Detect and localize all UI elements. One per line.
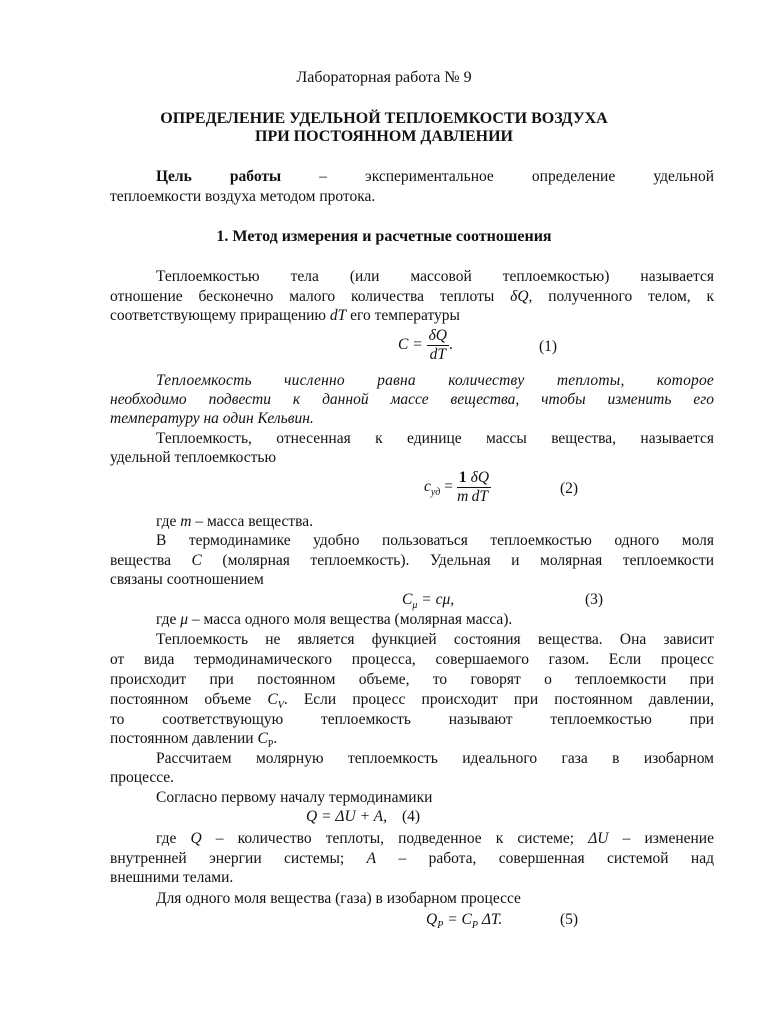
- equation-3-number: (3): [585, 591, 604, 608]
- equation-4-number: (4): [402, 808, 421, 825]
- p9-line1: где Q – количество теплоты, подведенное к системе; ΔU – изменение: [156, 830, 714, 847]
- p2-line1: Теплоемкость, отнесенная к единице массы вещества, называется: [156, 430, 714, 447]
- p6-line4: постоянном объеме $C_V$. Если процесс происходит при постоянном давлении,: [110, 691, 714, 712]
- main-title-line1: ОПРЕДЕЛЕНИЕ УДЕЛЬНОЙ ТЕПЛОЕМКОСТИ ВОЗДУХА: [160, 110, 608, 127]
- equation-5: $Q_P = C_P$ ΔT.: [426, 911, 503, 932]
- p10-line: Для одного моля вещества (газа) в изобарном процессе: [156, 890, 521, 907]
- p7-line2: процессе.: [110, 769, 175, 786]
- definition-italic-line1: Теплоемкость численно равна количеству теплоты, которое: [156, 372, 714, 389]
- equation-2-number: (2): [560, 480, 579, 497]
- p6-line2: от вида термодинамического процесса, совершаемого газом. Если процесс: [110, 651, 714, 668]
- equation-1: C = $\frac{\delta Q}{dT}$ .: [398, 327, 453, 363]
- p6-line1: Теплоемкость не является функцией состояния вещества. Она зависит: [156, 631, 714, 648]
- p4-line1: В термодинамике удобно пользоваться теплоемкостью одного моля: [156, 532, 714, 549]
- p9-line3: внешними телами.: [110, 869, 234, 886]
- goal-line1: [110, 168, 714, 186]
- p1-line1: Теплоемкостью тела (или массовой теплоемкостью) называется: [156, 268, 714, 285]
- p1-line2: отношение бесконечно малого количества теплоты δQ, полученного телом, к: [110, 288, 714, 305]
- goal-text: – экспериментальное определение удельной: [281, 168, 715, 185]
- p5-line: где μ – масса одного моля вещества (молярная масса).: [156, 611, 513, 628]
- p4-line3: связаны соотношением: [110, 571, 264, 588]
- p1-line3: соответствующему приращению dT его температуры: [110, 307, 460, 324]
- section1-heading: 1. Метод измерения и расчетные соотношения: [216, 228, 552, 245]
- p6-line3: происходит при постоянном объеме, то говорят о теплоемкости при: [110, 671, 714, 688]
- p8-line: Согласно первому началу термодинамики: [156, 789, 433, 806]
- p7-line1: Рассчитаем молярную теплоемкость идеального газа в изобарном: [156, 750, 714, 767]
- p3-line: где m – масса вещества.: [156, 513, 314, 530]
- main-title-line2: ПРИ ПОСТОЯННОМ ДАВЛЕНИИ: [255, 128, 513, 145]
- equation-2: $c_{уд}$ = $\frac{1}{m}$ $\frac{\delta Q}{dT}$: [424, 469, 490, 505]
- p2-line2: удельной теплоемкостью: [110, 449, 277, 466]
- equation-3: $C_\mu = c\mu$,: [402, 591, 455, 612]
- goal-label: Цель работы: [156, 168, 282, 185]
- lab-title: Лабораторная работа № 9: [296, 69, 472, 86]
- p6-line6: постоянном давлении $C_P$.: [110, 730, 278, 751]
- p9-line2: внутренней энергии системы; A – работа, совершенная системой над: [110, 850, 714, 867]
- equation-5-number: (5): [560, 911, 579, 928]
- p4-line2: вещества C (молярная теплоемкость). Удельная и молярная теплоемкости: [110, 552, 715, 569]
- p6-line5: то соответствующую теплоемкость называют теплоемкостью при: [110, 711, 714, 728]
- definition-italic-line2: необходимо подвести к данной массе вещества, чтобы изменить его: [110, 391, 714, 408]
- equation-1-number: (1): [539, 338, 558, 355]
- equation-4: Q = ΔU + A,: [306, 808, 387, 825]
- goal-line2: теплоемкости воздуха методом протока.: [110, 188, 376, 205]
- definition-italic-line3: температуру на один Кельвин.: [110, 410, 314, 427]
